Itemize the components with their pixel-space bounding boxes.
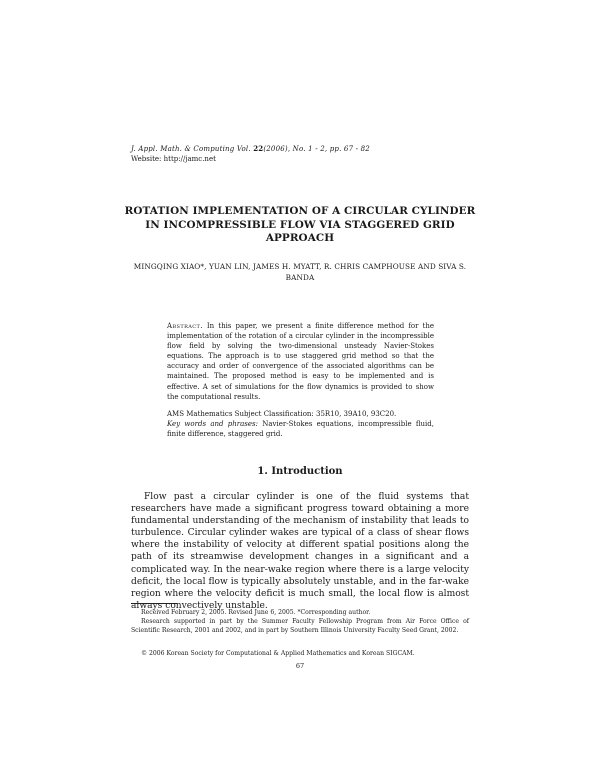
abstract-text: In this paper, we present a finite difference method for the implementation of the rotation of a circular cylinder in the incompressible flow field by solving the two-dimensional unsteady Navier-Stokes equations. The approach is to use staggered grid method so that the accuracy and order of convergence of the associated algorithms can be maintained. The proposed method is easy to be implemented and is effective. A set of simulations for the flow dynamics is provided to show the computational results. [167,322,434,401]
paper-authors: MINGQING XIAO*, YUAN LIN, JAMES H. MYATT, R. CHRIS CAMPHOUSE AND SIVA S. BANDA [133,262,467,282]
page-number: 67 [295,662,305,670]
journal-name: J. Appl. Math. & Computing Vol. [131,145,251,153]
footnote-rule [131,603,177,604]
journal-volume: 22 [253,144,264,153]
abstract [167,321,434,402]
footnote-support: Research supported in part by the Summer Faculty Fellowship Program from Air Force Office of Scientific Research, 2001 and 2002, and in part by Southern Illinois University Faculty Seed Grant, 2002. [131,618,469,634]
section-heading: 1. Introduction [257,466,343,477]
keywords [167,419,434,439]
keywords-text: Navier-Stokes equations, incompressible fluid, finite difference, staggered grid. [167,420,434,439]
paper-title: ROTATION IMPLEMENTATION OF A CIRCULAR CYLINDER IN INCOMPRESSIBLE FLOW VIA STAGGERED GRID APPROACH [124,205,476,244]
journal-citation [131,144,370,154]
journal-issue: (2006), No. 1 - 2, pp. 67 - 82 [263,145,370,153]
keywords-label: Key words and phrases: [167,420,258,428]
footnote-copyright: © 2006 Korean Society for Computational & Applied Mathematics and Korean SIGCAM. [141,650,415,657]
ams-classification: AMS Mathematics Subject Classification: 35R10, 39A10, 93C20. [167,410,397,418]
journal-website: Website: http://jamc.net [131,155,216,163]
abstract-label: Abstract. [167,322,203,330]
intro-paragraph: Flow past a circular cylinder is one of the fluid systems that researchers have made a significant progress toward obtaining a more fundamental understanding of the mechanism of instability that leads to turbulence. Circular cylinder wakes are typical of a class of shear flows where the instability of velocity at different spatial positions along the path of its streamwise development changes in a significant and a complicated way. In the near-wake region where there is a large velocity deficit, the local flow is typically absolutely unstable, and in the far-wake region where the velocity deficit is much small, the local flow is almost always convectively unstable. [131,492,469,611]
footnote-received: Received February 2, 2005. Revised June 6, 2005. *Corresponding author. [141,609,371,616]
